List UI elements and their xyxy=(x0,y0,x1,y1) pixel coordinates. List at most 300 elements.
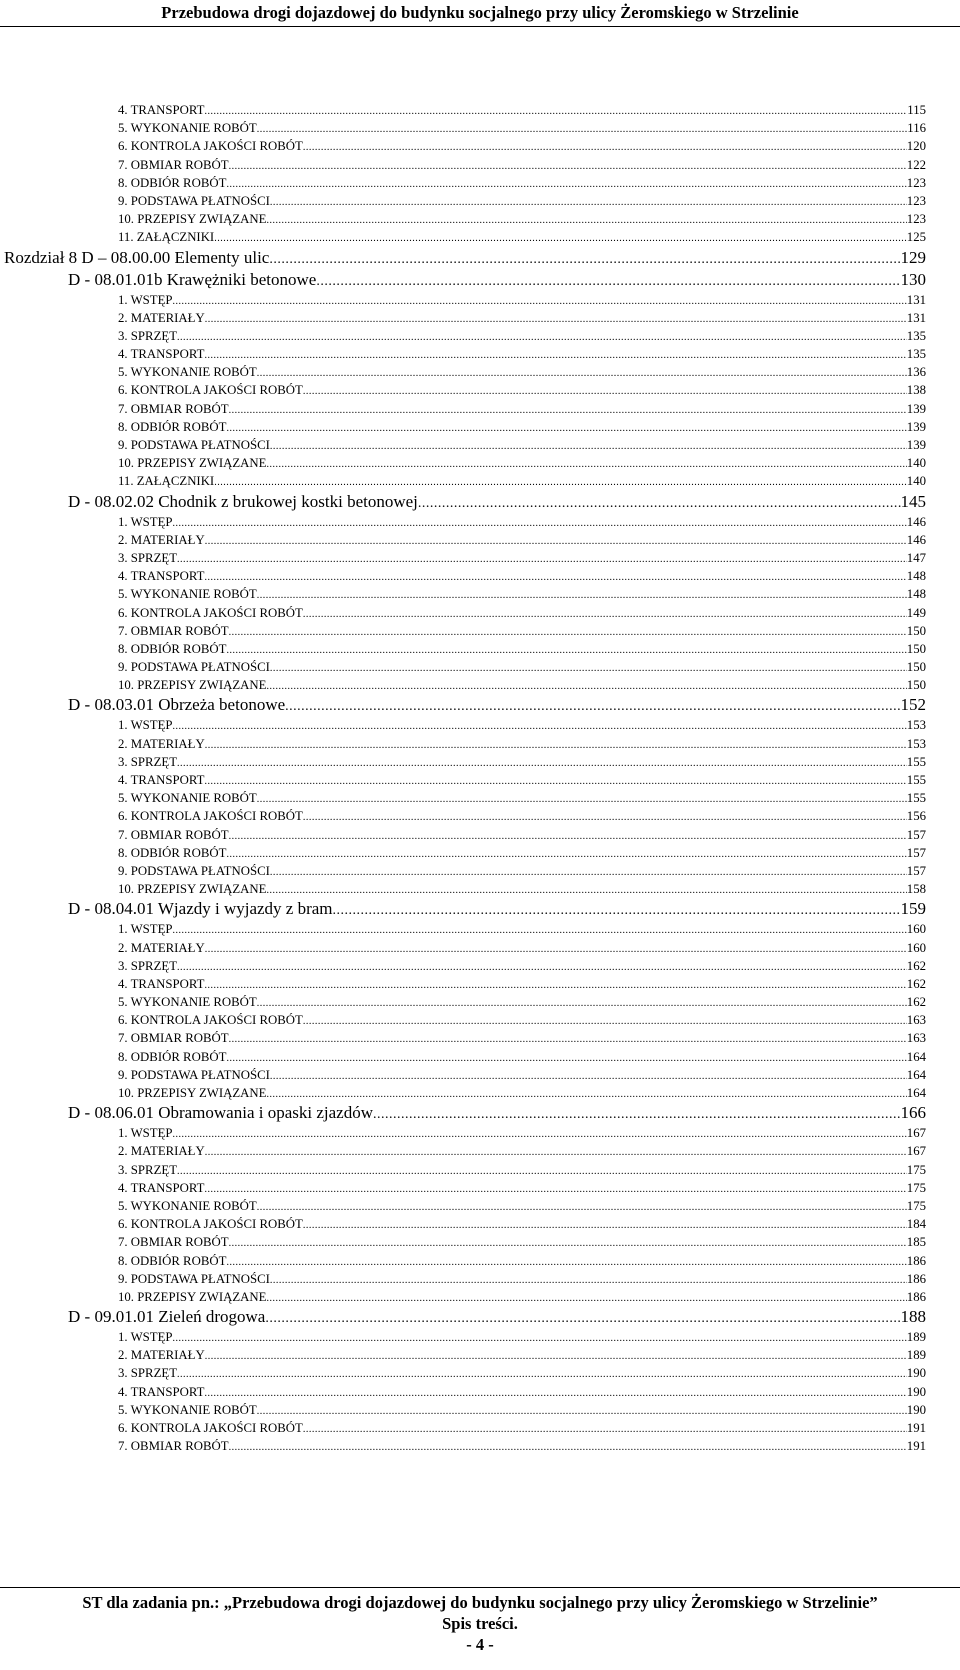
toc-entry[interactable] xyxy=(118,174,926,192)
toc-entry[interactable] xyxy=(118,1270,926,1288)
toc-entry-title: D - 08.06.01 Obramowania i opaski zjazdów xyxy=(68,1103,373,1123)
toc-entry-page: 139 xyxy=(906,438,926,452)
toc-entry-page: 130 xyxy=(900,269,926,289)
dot-leader xyxy=(266,882,906,898)
dot-leader xyxy=(257,121,908,137)
toc-entry-title: 3. SPRZĘT xyxy=(118,754,178,769)
toc-entry-title: 6. KONTROLA JAKOŚCI ROBÓT xyxy=(118,1217,303,1232)
dot-leader xyxy=(270,438,907,454)
toc-entry-page: 162 xyxy=(906,958,926,973)
toc-entry-page: 135 xyxy=(906,328,926,343)
toc-entry-title: 8. ODBIÓR ROBÓT xyxy=(118,419,227,434)
dot-leader xyxy=(229,828,907,844)
toc-chapter-heading[interactable] xyxy=(4,247,926,269)
dot-leader xyxy=(229,624,907,640)
toc-entry-title: 9. PODSTAWA PŁATNOŚCI xyxy=(118,438,270,452)
toc-entry[interactable] xyxy=(118,472,926,490)
toc-entry[interactable] xyxy=(118,1383,926,1401)
toc-entry[interactable] xyxy=(118,993,926,1011)
dot-leader xyxy=(204,977,906,993)
toc-entry[interactable] xyxy=(118,531,926,549)
toc-entry-page: 152 xyxy=(900,695,926,715)
toc-section-heading[interactable] xyxy=(68,1306,926,1328)
toc-entry-title: 5. WYKONANIE ROBÓT xyxy=(118,995,257,1010)
toc-entry-page: 153 xyxy=(906,736,926,751)
dot-leader xyxy=(173,515,907,531)
toc-entry[interactable] xyxy=(118,640,926,658)
toc-entry-page: 120 xyxy=(906,139,926,154)
toc-entry-title: 9. PODSTAWA PŁATNOŚCI xyxy=(118,193,270,208)
toc-entry-page: 145 xyxy=(900,491,926,511)
toc-entry-title: 7. OBMIAR ROBÓT xyxy=(118,623,229,638)
toc-entry[interactable] xyxy=(118,622,926,640)
toc-entry-title: 7. OBMIAR ROBÓT xyxy=(118,401,229,416)
header-rule xyxy=(0,26,960,27)
toc-entry-page: 156 xyxy=(906,809,926,824)
toc-entry[interactable] xyxy=(118,604,926,622)
toc-entry-title: 6. KONTROLA JAKOŚCI ROBÓT xyxy=(118,383,303,398)
toc-entry[interactable] xyxy=(118,1066,926,1084)
toc-entry-page: 190 xyxy=(906,1366,926,1381)
toc-entry-page: 157 xyxy=(906,827,926,842)
toc-entry-title: 3. SPRZĘT xyxy=(118,1162,178,1177)
toc-entry-title: 2. MATERIAŁY xyxy=(118,736,205,751)
dot-leader xyxy=(266,678,906,694)
dot-leader xyxy=(204,347,906,363)
dot-leader xyxy=(226,642,906,658)
toc-entry-title: 9. PODSTAWA PŁATNOŚCI xyxy=(118,660,270,675)
toc-entry-page: 189 xyxy=(906,1348,926,1363)
toc-entry-title: 10. PRZEPISY ZWIĄZANE xyxy=(118,1289,267,1304)
toc-entry-title: D - 08.02.02 Chodnik z brukowej kostki betonowej xyxy=(68,491,418,511)
dot-leader xyxy=(226,176,906,192)
toc-entry-page: 131 xyxy=(906,310,926,325)
dot-leader xyxy=(270,864,907,880)
toc-entry-title: 8. ODBIÓR ROBÓT xyxy=(118,641,227,656)
toc-entry[interactable] xyxy=(118,658,926,676)
toc-entry-page: 190 xyxy=(906,1402,926,1417)
dot-leader xyxy=(173,718,907,734)
toc-entry-title: 8. ODBIÓR ROBÓT xyxy=(118,1253,227,1268)
dot-leader xyxy=(204,103,907,119)
toc-entry-page: 164 xyxy=(906,1049,926,1064)
toc-entry[interactable] xyxy=(118,309,926,327)
toc-entry[interactable] xyxy=(118,1346,926,1364)
dot-leader xyxy=(229,1031,907,1047)
toc-entry-page: 140 xyxy=(906,474,926,489)
toc-entry[interactable] xyxy=(118,567,926,585)
toc-entry[interactable] xyxy=(118,920,926,938)
toc-entry-page: 186 xyxy=(906,1253,926,1268)
dot-leader xyxy=(257,587,907,603)
toc-entry[interactable] xyxy=(118,1364,926,1382)
toc-entry[interactable] xyxy=(118,228,926,246)
dot-leader xyxy=(204,773,906,789)
dot-leader xyxy=(214,474,907,490)
toc-entry-title: 7. OBMIAR ROBÓT xyxy=(118,157,229,172)
toc-entry-title: 4. TRANSPORT xyxy=(118,103,205,117)
toc-entry-title: D - 08.03.01 Obrzeża betonowe xyxy=(68,695,286,715)
dot-leader xyxy=(303,1217,907,1233)
toc-entry-title: 5. WYKONANIE ROBÓT xyxy=(118,1402,257,1417)
toc-entry-title: 4. TRANSPORT xyxy=(118,569,205,584)
toc-entry-title: 4. TRANSPORT xyxy=(118,1384,205,1399)
dot-leader xyxy=(229,402,907,418)
toc-entry[interactable] xyxy=(118,1252,926,1270)
dot-leader xyxy=(270,1068,907,1084)
dot-leader xyxy=(173,922,907,938)
toc-entry[interactable] xyxy=(118,1401,926,1419)
toc-entry-title: 7. OBMIAR ROBÓT xyxy=(118,1235,229,1250)
toc-entry[interactable] xyxy=(118,1161,926,1179)
toc-entry-page: 136 xyxy=(906,365,926,380)
toc-entry-title: 6. KONTROLA JAKOŚCI ROBÓT xyxy=(118,1421,303,1435)
toc-entry[interactable] xyxy=(118,363,926,381)
toc-entry-title: 7. OBMIAR ROBÓT xyxy=(118,1439,229,1454)
toc-entry-page: 175 xyxy=(906,1180,926,1195)
toc-entry-title: D - 09.01.01 Zieleń drogowa xyxy=(68,1307,266,1327)
toc-entry-title: 5. WYKONANIE ROBÓT xyxy=(118,791,257,806)
dot-leader xyxy=(229,158,907,174)
toc-entry-title: D - 08.01.01b Krawężniki betonowe xyxy=(68,269,317,289)
toc-entry-title: 9. PODSTAWA PŁATNOŚCI xyxy=(118,1271,270,1286)
toc-entry-title: 4. TRANSPORT xyxy=(118,976,205,991)
toc-entry[interactable] xyxy=(118,1437,926,1455)
toc-entry-title: 2. MATERIAŁY xyxy=(118,310,205,325)
toc-entry-title: 6. KONTROLA JAKOŚCI ROBÓT xyxy=(118,1013,303,1028)
toc-entry[interactable] xyxy=(118,844,926,862)
toc-entry-page: 160 xyxy=(906,922,926,937)
dot-leader xyxy=(270,1272,907,1288)
toc-entry-title: 1. WSTĘP xyxy=(118,718,173,733)
dot-leader xyxy=(205,533,907,549)
toc-entry[interactable] xyxy=(118,327,926,345)
dot-leader xyxy=(270,660,907,676)
toc-entry-page: 139 xyxy=(906,419,926,434)
toc-entry-title: 2. MATERIAŁY xyxy=(118,940,205,955)
dot-leader xyxy=(214,230,907,246)
toc-entry-title: 2. MATERIAŁY xyxy=(118,532,205,547)
toc-entry-title: 2. MATERIAŁY xyxy=(118,1144,205,1159)
dot-leader xyxy=(285,696,900,716)
toc-entry-title: Rozdział 8 D – 08.00.00 Elementy ulic xyxy=(4,247,270,267)
toc-entry[interactable] xyxy=(118,716,926,734)
dot-leader xyxy=(257,365,907,381)
dot-leader xyxy=(205,737,907,753)
table-of-contents xyxy=(0,101,960,1455)
toc-entry-page: 115 xyxy=(907,103,926,117)
toc-entry-page: 146 xyxy=(906,532,926,547)
toc-entry-page: 167 xyxy=(906,1126,926,1141)
toc-entry-page: 131 xyxy=(906,292,926,307)
dot-leader xyxy=(173,1330,907,1346)
toc-entry[interactable] xyxy=(118,1328,926,1346)
dot-leader xyxy=(257,791,907,807)
toc-entry-title: 3. SPRZĘT xyxy=(118,1366,178,1381)
toc-entry[interactable] xyxy=(118,119,926,137)
toc-entry[interactable] xyxy=(118,1029,926,1047)
dot-leader xyxy=(303,383,907,399)
toc-entry-page: 163 xyxy=(906,1013,926,1028)
toc-entry-title: 6. KONTROLA JAKOŚCI ROBÓT xyxy=(118,809,303,824)
toc-entry[interactable] xyxy=(118,101,926,119)
toc-entry-page: 175 xyxy=(906,1162,926,1177)
dot-leader xyxy=(204,1385,906,1401)
toc-entry-page: 138 xyxy=(906,383,926,398)
dot-leader xyxy=(266,1086,906,1102)
toc-entry[interactable] xyxy=(118,1215,926,1233)
toc-entry-title: 8. ODBIÓR ROBÓT xyxy=(118,845,227,860)
toc-entry[interactable] xyxy=(118,753,926,771)
toc-entry[interactable] xyxy=(118,771,926,789)
toc-entry-page: 157 xyxy=(906,863,926,878)
toc-entry-title: 4. TRANSPORT xyxy=(118,347,205,362)
toc-entry-page: 150 xyxy=(906,660,926,675)
toc-entry-page: 160 xyxy=(906,940,926,955)
toc-entry[interactable] xyxy=(118,513,926,531)
toc-entry[interactable] xyxy=(118,400,926,418)
toc-entry-title: 8. ODBIÓR ROBÓT xyxy=(118,1049,227,1064)
toc-entry[interactable] xyxy=(118,156,926,174)
toc-entry-page: 191 xyxy=(906,1439,926,1454)
toc-entry-page: 140 xyxy=(906,456,926,471)
dot-leader xyxy=(205,311,907,327)
dot-leader xyxy=(265,1308,900,1328)
toc-entry-title: 4. TRANSPORT xyxy=(118,773,205,787)
toc-entry[interactable] xyxy=(118,418,926,436)
toc-entry-title: 6. KONTROLA JAKOŚCI ROBÓT xyxy=(118,605,303,620)
toc-entry-title: 7. OBMIAR ROBÓT xyxy=(118,1031,229,1046)
toc-entry-title: 8. ODBIÓR ROBÓT xyxy=(118,175,227,190)
dot-leader xyxy=(177,1163,907,1179)
toc-section-heading[interactable] xyxy=(68,694,926,716)
toc-entry-title: 5. WYKONANIE ROBÓT xyxy=(118,121,257,136)
toc-entry[interactable] xyxy=(118,939,926,957)
dot-leader xyxy=(173,1126,907,1142)
toc-entry-title: 10. PRZEPISY ZWIĄZANE xyxy=(118,1086,267,1100)
toc-entry-title: 6. KONTROLA JAKOŚCI ROBÓT xyxy=(118,139,303,154)
toc-section-heading[interactable] xyxy=(68,269,926,291)
toc-entry-page: 153 xyxy=(906,718,926,733)
toc-entry-page: 155 xyxy=(906,773,926,787)
toc-entry-page: 129 xyxy=(900,247,926,267)
toc-entry[interactable] xyxy=(118,381,926,399)
toc-entry-title: 3. SPRZĘT xyxy=(118,550,178,565)
toc-entry[interactable] xyxy=(118,807,926,825)
toc-entry[interactable] xyxy=(118,1197,926,1215)
toc-entry[interactable] xyxy=(118,676,926,694)
toc-entry-title: 1. WSTĘP xyxy=(118,514,173,529)
dot-leader xyxy=(257,1199,907,1215)
toc-entry-title: 5. WYKONANIE ROBÓT xyxy=(118,365,257,380)
dot-leader xyxy=(266,212,906,228)
toc-section-heading[interactable] xyxy=(68,898,926,920)
toc-entry[interactable] xyxy=(118,291,926,309)
footer-rule xyxy=(0,1587,960,1588)
toc-entry-title: 5. WYKONANIE ROBÓT xyxy=(118,1198,257,1213)
dot-leader xyxy=(303,139,907,155)
dot-leader xyxy=(226,846,906,862)
toc-entry-page: 185 xyxy=(906,1235,926,1250)
toc-entry-page: 162 xyxy=(906,976,926,991)
toc-entry[interactable] xyxy=(118,585,926,603)
toc-entry-page: 148 xyxy=(906,569,926,584)
toc-entry-title: 11. ZAŁĄCZNIKI xyxy=(118,230,215,245)
dot-leader xyxy=(303,606,907,622)
toc-entry-title: 3. SPRZĘT xyxy=(118,328,178,343)
toc-entry[interactable] xyxy=(118,137,926,155)
toc-entry[interactable] xyxy=(118,1419,926,1437)
toc-entry-title: 4. TRANSPORT xyxy=(118,1180,205,1195)
toc-entry-page: 164 xyxy=(906,1067,926,1082)
toc-entry-page: 123 xyxy=(906,212,926,227)
dot-leader xyxy=(270,194,907,210)
toc-entry[interactable] xyxy=(118,1179,926,1197)
toc-entry-page: 186 xyxy=(906,1289,926,1304)
toc-entry-title: 10. PRZEPISY ZWIĄZANE xyxy=(118,212,267,227)
dot-leader xyxy=(177,551,907,567)
toc-entry[interactable] xyxy=(118,862,926,880)
toc-entry[interactable] xyxy=(118,957,926,975)
toc-entry-page: 157 xyxy=(906,845,926,860)
dot-leader xyxy=(257,995,907,1011)
toc-entry-page: 189 xyxy=(906,1330,926,1345)
running-footer xyxy=(0,1592,960,1655)
toc-entry-title: 11. ZAŁĄCZNIKI xyxy=(118,474,215,489)
toc-entry-page: 125 xyxy=(906,230,926,245)
dot-leader xyxy=(266,1290,906,1306)
toc-entry-page: 159 xyxy=(900,899,926,919)
dot-leader xyxy=(205,941,907,957)
toc-entry-page: 146 xyxy=(906,514,926,529)
toc-entry-title: 1. WSTĘP xyxy=(118,1330,173,1345)
toc-entry-title: 5. WYKONANIE ROBÓT xyxy=(118,587,257,602)
toc-entry-title: 10. PRZEPISY ZWIĄZANE xyxy=(118,882,267,897)
toc-entry-page: 164 xyxy=(906,1086,926,1100)
running-header: Przebudowa drogi dojazdowej do budynku socjalnego przy ulicy Żeromskiego w Strzelinie xyxy=(161,3,799,22)
toc-entry-page: 150 xyxy=(906,678,926,693)
toc-entry-page: 149 xyxy=(906,605,926,620)
dot-leader xyxy=(229,1235,907,1251)
dot-leader xyxy=(177,1366,907,1382)
toc-entry-title: 9. PODSTAWA PŁATNOŚCI xyxy=(118,863,270,878)
toc-entry[interactable] xyxy=(118,975,926,993)
toc-entry[interactable] xyxy=(118,1233,926,1251)
toc-entry-title: 2. MATERIAŁY xyxy=(118,1348,205,1363)
toc-entry-page: 150 xyxy=(906,623,926,638)
toc-entry[interactable] xyxy=(118,1288,926,1306)
toc-entry-page: 147 xyxy=(906,550,926,565)
toc-entry-page: 184 xyxy=(906,1217,926,1232)
toc-entry-page: 190 xyxy=(906,1384,926,1399)
toc-entry-title: 1. WSTĘP xyxy=(118,1126,173,1141)
toc-entry-page: 150 xyxy=(906,641,926,656)
dot-leader xyxy=(173,293,907,309)
dot-leader xyxy=(204,569,906,585)
dot-leader xyxy=(333,900,901,920)
toc-entry-page: 191 xyxy=(906,1421,926,1435)
toc-entry-title: 10. PRZEPISY ZWIĄZANE xyxy=(118,456,267,471)
toc-entry-title: 10. PRZEPISY ZWIĄZANE xyxy=(118,678,267,693)
toc-entry[interactable] xyxy=(118,1084,926,1102)
toc-entry-page: 167 xyxy=(906,1144,926,1159)
toc-entry-page: 163 xyxy=(906,1031,926,1046)
dot-leader xyxy=(226,1254,906,1270)
toc-entry[interactable] xyxy=(118,880,926,898)
toc-entry-page: 135 xyxy=(906,347,926,362)
page-number: - 4 - xyxy=(466,1635,494,1654)
dot-leader xyxy=(257,1403,907,1419)
dot-leader xyxy=(303,809,907,825)
toc-entry[interactable] xyxy=(118,549,926,567)
toc-entry[interactable] xyxy=(118,1011,926,1029)
toc-entry-page: 155 xyxy=(906,754,926,769)
toc-entry[interactable] xyxy=(118,210,926,228)
toc-entry-page: 162 xyxy=(906,995,926,1010)
toc-entry-page: 116 xyxy=(907,121,926,136)
dot-leader xyxy=(204,1181,906,1197)
toc-entry-page: 123 xyxy=(906,193,926,208)
toc-entry[interactable] xyxy=(118,826,926,844)
dot-leader xyxy=(205,1144,907,1160)
toc-entry-title: 3. SPRZĘT xyxy=(118,958,178,973)
toc-entry-title: 1. WSTĘP xyxy=(118,292,173,307)
toc-section-heading[interactable] xyxy=(68,491,926,513)
dot-leader xyxy=(177,329,907,345)
toc-entry-title: 9. PODSTAWA PŁATNOŚCI xyxy=(118,1067,270,1082)
toc-entry-title: 7. OBMIAR ROBÓT xyxy=(118,827,229,842)
toc-entry[interactable] xyxy=(118,454,926,472)
toc-entry-title: D - 08.04.01 Wjazdy i wyjazdy z bram xyxy=(68,899,333,919)
toc-entry[interactable] xyxy=(118,1124,926,1142)
toc-entry-page: 186 xyxy=(906,1271,926,1286)
toc-entry[interactable] xyxy=(118,1142,926,1160)
dot-leader xyxy=(205,1348,907,1364)
dot-leader xyxy=(316,271,900,291)
dot-leader xyxy=(373,1104,901,1124)
dot-leader xyxy=(177,755,907,771)
dot-leader xyxy=(229,1439,907,1455)
toc-entry[interactable] xyxy=(118,735,926,753)
toc-entry-page: 139 xyxy=(906,401,926,416)
footer-title: ST dla zadania pn.: „Przebudowa drogi dojazdowej do budynku socjalnego przy ulicy Żeromskiego w Strzelinie” xyxy=(82,1593,878,1612)
dot-leader xyxy=(418,493,901,513)
toc-entry-page: 122 xyxy=(906,157,926,172)
toc-section-heading[interactable] xyxy=(68,1102,926,1124)
dot-leader xyxy=(269,249,900,269)
dot-leader xyxy=(266,456,906,472)
toc-entry-page: 175 xyxy=(906,1198,926,1213)
toc-entry[interactable] xyxy=(118,789,926,807)
toc-entry[interactable] xyxy=(118,345,926,363)
dot-leader xyxy=(177,959,907,975)
dot-leader xyxy=(303,1013,907,1029)
dot-leader xyxy=(226,420,906,436)
toc-entry-title: 1. WSTĘP xyxy=(118,922,173,937)
toc-entry-page: 148 xyxy=(906,587,926,602)
toc-entry-page: 188 xyxy=(900,1307,926,1327)
footer-section: Spis treści. xyxy=(442,1614,518,1633)
toc-entry[interactable] xyxy=(118,1048,926,1066)
toc-entry[interactable] xyxy=(118,436,926,454)
toc-entry-page: 123 xyxy=(906,175,926,190)
toc-entry[interactable] xyxy=(118,192,926,210)
dot-leader xyxy=(303,1421,907,1437)
toc-entry-page: 155 xyxy=(906,791,926,806)
dot-leader xyxy=(226,1050,906,1066)
toc-entry-page: 166 xyxy=(900,1103,926,1123)
toc-entry-page: 158 xyxy=(906,882,926,897)
